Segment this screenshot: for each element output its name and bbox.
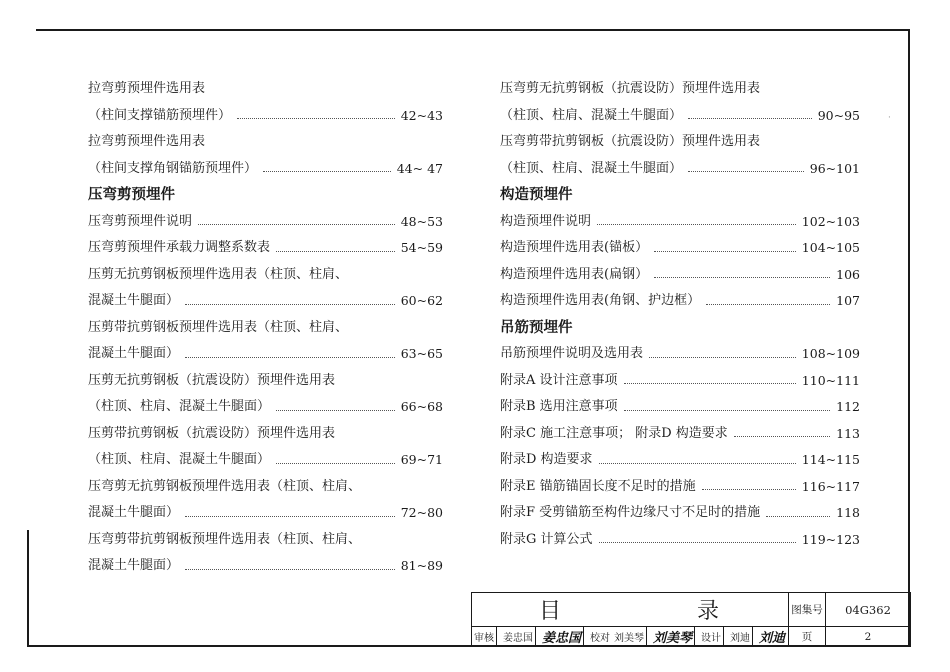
scan-speck: · bbox=[888, 113, 891, 123]
dot-leader bbox=[599, 463, 796, 464]
toc-entry-title: 附录F 受剪锚筋至构件边缘尺寸不足时的措施 bbox=[500, 505, 761, 520]
toc-entry bbox=[500, 527, 860, 554]
dot-leader bbox=[624, 383, 796, 384]
toc-entry bbox=[500, 368, 860, 395]
toc-entry-title: 压弯剪带抗剪钢板预埋件选用表（柱顶、柱肩、 bbox=[88, 531, 362, 547]
toc-entry-title: 构造预埋件说明 bbox=[500, 213, 592, 229]
toc-page-number: 108~109 bbox=[801, 346, 860, 361]
toc-entry-title: 混凝土牛腿面） bbox=[88, 558, 180, 573]
toc-entry bbox=[500, 474, 860, 501]
dot-leader bbox=[654, 277, 830, 278]
toc-entry-title: 附录B 选用注意事项 bbox=[500, 399, 618, 414]
toc-entry bbox=[88, 129, 443, 156]
toc-entry-title: 吊筋预埋件说明及选用表 bbox=[500, 346, 644, 361]
toc-entry-title: 压剪无抗剪钢板预埋件选用表（柱顶、柱肩、 bbox=[88, 266, 349, 282]
toc-entry-title: 混凝土牛腿面） bbox=[88, 505, 180, 520]
toc-entry bbox=[88, 156, 443, 183]
toc-page-number: 96~101 bbox=[809, 160, 860, 176]
toc-entry bbox=[500, 500, 860, 527]
dot-leader bbox=[734, 436, 830, 437]
toc-entry-title: 构造预埋件选用表(角钢、护边框） bbox=[500, 293, 701, 308]
dot-leader bbox=[185, 516, 395, 517]
toc-entry-title: 附录A 设计注意事项 bbox=[500, 372, 618, 388]
toc-section-heading bbox=[88, 182, 443, 209]
toc-entry-title: 压剪带抗剪钢板预埋件选用表（柱顶、柱肩、 bbox=[88, 319, 349, 335]
toc-page-number: 69~71 bbox=[400, 452, 443, 467]
toc-entry-title: 压弯剪预埋件说明 bbox=[88, 213, 193, 229]
toc-entry bbox=[88, 76, 443, 103]
toc-page-number: 107 bbox=[836, 293, 860, 308]
toc-entry-title: 附录D 构造要求 bbox=[500, 452, 593, 467]
toc-page-number: 112 bbox=[836, 399, 860, 414]
toc-entry bbox=[500, 156, 860, 183]
dot-leader bbox=[597, 224, 796, 225]
toc-entry-title: （柱顶、柱肩、混凝土牛腿面） bbox=[88, 399, 271, 414]
toc-page-number: 119~123 bbox=[801, 531, 860, 547]
toc-entry bbox=[500, 76, 860, 103]
toc-entry-title: （柱间支撑锚筋预埋件） bbox=[88, 107, 232, 123]
toc-page-number: 60~62 bbox=[400, 293, 443, 308]
toc-entry bbox=[88, 527, 443, 554]
toc-entry bbox=[88, 315, 443, 342]
toc-entry-title: 混凝土牛腿面） bbox=[88, 293, 180, 308]
toc-page-number: 81~89 bbox=[400, 558, 443, 573]
toc-entry bbox=[88, 447, 443, 474]
title-block bbox=[471, 592, 911, 647]
toc-right-column bbox=[500, 76, 860, 553]
toc-entry-title: 附录C 施工注意事项； 附录D 构造要求 bbox=[500, 425, 728, 441]
toc-section-heading bbox=[500, 315, 860, 342]
toc-entry-title: （柱顶、柱肩、混凝土牛腿面） bbox=[500, 160, 683, 176]
toc-page-number: 104~105 bbox=[801, 240, 860, 255]
dot-leader bbox=[276, 463, 395, 464]
dot-leader bbox=[654, 251, 796, 252]
toc-page-number: 116~117 bbox=[801, 478, 860, 494]
toc-entry bbox=[500, 288, 860, 315]
toc-entry-title: （柱间支撑角钢锚筋预埋件） bbox=[88, 160, 258, 176]
reviewer-name: 姜忠国 bbox=[503, 633, 533, 644]
toc-entry bbox=[88, 103, 443, 130]
title-cell bbox=[472, 593, 789, 627]
toc-entry bbox=[88, 341, 443, 368]
atlas-label: 图集号 bbox=[789, 593, 826, 627]
toc-entry-title: 拉弯剪预埋件选用表 bbox=[88, 134, 206, 149]
toc-entry bbox=[88, 474, 443, 501]
toc-entry bbox=[500, 103, 860, 130]
toc-entry-title: 附录G 计算公式 bbox=[500, 531, 593, 547]
checker-label: 校对 bbox=[590, 633, 611, 644]
toc-entry bbox=[500, 447, 860, 474]
dot-leader bbox=[185, 357, 395, 358]
toc-page-number: 63~65 bbox=[400, 346, 443, 361]
dot-leader bbox=[706, 304, 830, 305]
dot-leader bbox=[276, 410, 395, 411]
toc-entry-title: 压剪带抗剪钢板（抗震设防）预埋件选用表 bbox=[88, 425, 336, 441]
toc-entry bbox=[500, 209, 860, 236]
toc-entry bbox=[88, 288, 443, 315]
toc-entry-title: （柱顶、柱肩、混凝土牛腿面） bbox=[88, 452, 271, 467]
toc-page-number: 42~43 bbox=[400, 107, 443, 123]
toc-page-number: 102~103 bbox=[801, 213, 860, 229]
dot-leader bbox=[688, 171, 804, 172]
dot-leader bbox=[688, 118, 812, 119]
toc-page-number: 106 bbox=[836, 266, 860, 282]
toc-section-heading bbox=[500, 182, 860, 209]
toc-entry-title: 构造预埋件选用表(锚板） bbox=[500, 240, 649, 255]
dot-leader bbox=[599, 542, 796, 543]
toc-entry bbox=[88, 235, 443, 262]
toc-entry bbox=[500, 262, 860, 289]
toc-page-number: 113 bbox=[836, 425, 860, 441]
toc-entry bbox=[88, 368, 443, 395]
toc-entry bbox=[88, 500, 443, 527]
toc-entry-title: 压剪无抗剪钢板（抗震设防）预埋件选用表 bbox=[88, 372, 336, 388]
signature-row bbox=[472, 627, 789, 647]
title-char-2: 录 bbox=[696, 599, 721, 624]
toc-entry-title: 附录E 锚筋锚固长度不足时的措施 bbox=[500, 478, 696, 494]
toc-entry bbox=[88, 209, 443, 236]
toc-entry bbox=[88, 262, 443, 289]
toc-entry bbox=[88, 421, 443, 448]
toc-page-number: 110~111 bbox=[801, 372, 860, 388]
toc-entry-title: 构造预埋件 bbox=[500, 186, 573, 203]
toc-entry-title: 拉弯剪预埋件选用表 bbox=[88, 81, 206, 96]
dot-leader bbox=[649, 357, 796, 358]
dot-leader bbox=[185, 569, 395, 570]
toc-entry bbox=[500, 235, 860, 262]
dot-leader bbox=[624, 410, 830, 411]
designer-name: 刘迪 bbox=[730, 633, 751, 644]
toc-entry bbox=[88, 394, 443, 421]
frame-top-line bbox=[36, 29, 910, 31]
toc-page-number: 66~68 bbox=[400, 399, 443, 414]
toc-page-number: 44~ 47 bbox=[396, 160, 443, 176]
toc-left-column bbox=[88, 76, 443, 580]
reviewer-label: 审核 bbox=[474, 633, 494, 644]
toc-entry bbox=[500, 421, 860, 448]
dot-leader bbox=[198, 224, 395, 225]
frame-right-line bbox=[908, 29, 910, 646]
toc-entry-title: 压弯剪带抗剪钢板（抗震设防）预埋件选用表 bbox=[500, 134, 761, 149]
dot-leader bbox=[263, 171, 391, 172]
checker-name: 刘美琴 bbox=[614, 633, 645, 644]
toc-entry bbox=[500, 394, 860, 421]
frame-left-line bbox=[27, 530, 29, 646]
toc-entry bbox=[500, 129, 860, 156]
designer-label: 设计 bbox=[701, 633, 722, 644]
toc-page-number: 118 bbox=[836, 505, 860, 520]
title-char-1: 目 bbox=[538, 599, 563, 624]
toc-entry bbox=[88, 553, 443, 580]
toc-entry-title: 压弯剪无抗剪钢板（抗震设防）预埋件选用表 bbox=[500, 81, 761, 96]
toc-entry-title: 压弯剪预埋件承载力调整系数表 bbox=[88, 240, 271, 255]
toc-page-number: 54~59 bbox=[400, 240, 443, 255]
page-label: 页 bbox=[789, 627, 826, 647]
checker-signature: 刘美琴 bbox=[653, 631, 693, 646]
toc-entry-title: 构造预埋件选用表(扁钢） bbox=[500, 266, 649, 282]
atlas-number: 04G362 bbox=[826, 593, 911, 627]
dot-leader bbox=[237, 118, 395, 119]
toc-entry-title: 压弯剪无抗剪钢板预埋件选用表（柱顶、柱肩、 bbox=[88, 478, 362, 494]
toc-page-number: 114~115 bbox=[801, 452, 860, 467]
toc-page-number: 72~80 bbox=[400, 505, 443, 520]
toc-entry-title: （柱顶、柱肩、混凝土牛腿面） bbox=[500, 107, 683, 123]
toc-entry-title: 吊筋预埋件 bbox=[500, 318, 573, 336]
toc-entry bbox=[500, 341, 860, 368]
toc-page-number: 48~53 bbox=[400, 213, 443, 229]
reviewer-signature: 姜忠国 bbox=[542, 631, 582, 646]
toc-entry-title: 混凝土牛腿面） bbox=[88, 346, 180, 361]
dot-leader bbox=[702, 489, 796, 490]
dot-leader bbox=[185, 304, 395, 305]
designer-signature: 刘迪 bbox=[759, 631, 786, 646]
dot-leader bbox=[766, 516, 830, 517]
page-number: 2 bbox=[826, 627, 911, 647]
toc-page-number: 90~95 bbox=[817, 107, 860, 123]
toc-entry-title: 压弯剪预埋件 bbox=[88, 186, 175, 203]
dot-leader bbox=[276, 251, 395, 252]
